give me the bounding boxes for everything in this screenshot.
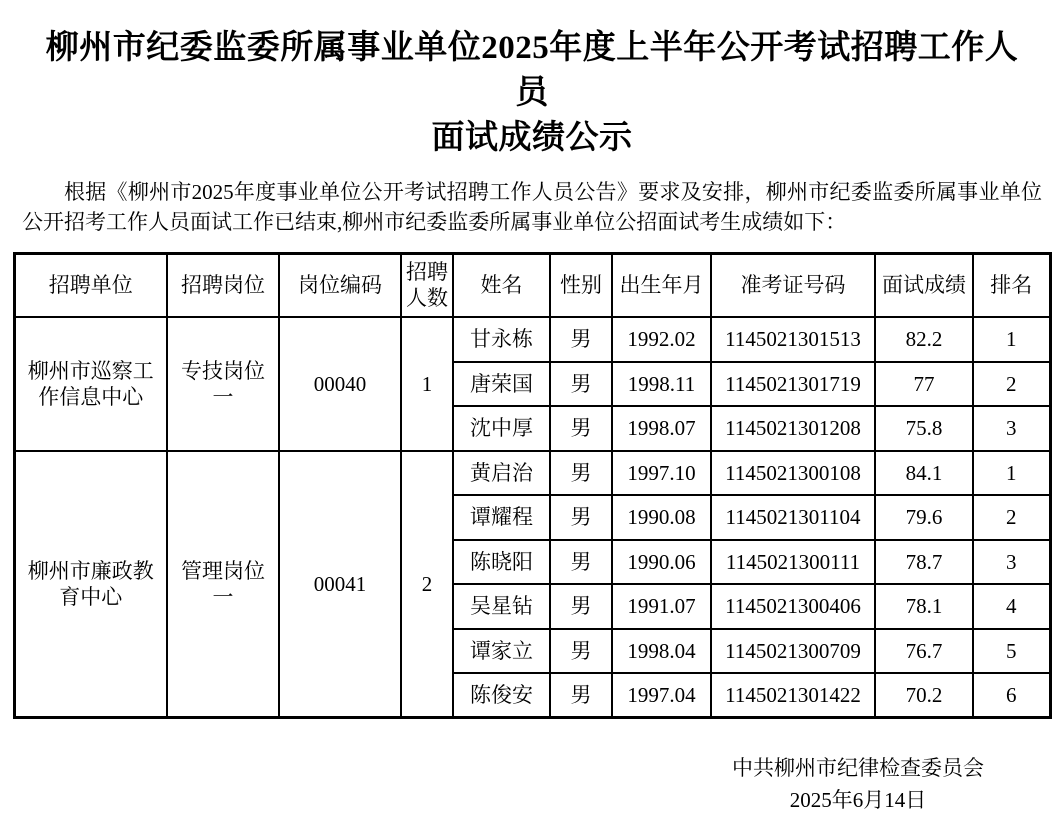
- cell-rank: 1: [973, 317, 1050, 362]
- cell-rank: 3: [973, 540, 1050, 585]
- cell-birth: 1991.07: [612, 584, 711, 629]
- cell-name: 谭耀程: [453, 495, 550, 540]
- cell-name: 沈中厚: [453, 406, 550, 451]
- cell-ticket: 1145021301208: [711, 406, 875, 451]
- cell-unit: 柳州市巡察工作信息中心: [14, 317, 167, 451]
- cell-unit: 柳州市廉政教育中心: [14, 451, 167, 718]
- cell-quota: 1: [401, 317, 453, 451]
- cell-name: 甘永栋: [453, 317, 550, 362]
- signature-date: 2025年6月14日: [732, 785, 984, 816]
- table-row: [14, 451, 1050, 496]
- cell-score: 78.1: [875, 584, 973, 629]
- cell-gender: 男: [550, 673, 612, 718]
- cell-score: 78.7: [875, 540, 973, 585]
- cell-birth: 1998.07: [612, 406, 711, 451]
- header-gender: 性别: [550, 253, 612, 317]
- cell-birth: 1990.08: [612, 495, 711, 540]
- header-score: 面试成绩: [875, 253, 973, 317]
- announcement-page: [0, 26, 1064, 787]
- cell-birth: 1997.04: [612, 673, 711, 718]
- intro-paragraph: 根据《柳州市2025年度事业单位公开考试招聘工作人员公告》要求及安排，柳州市纪委监委所属事业单位公开招考工作人员面试工作已结束,柳州市纪委监委所属事业单位公招面试考生成绩如下：: [22, 177, 1042, 238]
- page-title: [30, 26, 1034, 161]
- header-code: 岗位编码: [279, 253, 401, 317]
- cell-birth: 1997.10: [612, 451, 711, 496]
- cell-gender: 男: [550, 451, 612, 496]
- header-position: 招聘岗位: [167, 253, 279, 317]
- cell-gender: 男: [550, 362, 612, 407]
- cell-ticket: 1145021301719: [711, 362, 875, 407]
- signature-block: [732, 753, 984, 816]
- cell-score: 84.1: [875, 451, 973, 496]
- cell-rank: 2: [973, 362, 1050, 407]
- cell-score: 75.8: [875, 406, 973, 451]
- score-table: [13, 252, 1052, 720]
- cell-name: 吴星钻: [453, 584, 550, 629]
- cell-rank: 3: [973, 406, 1050, 451]
- cell-ticket: 1145021301104: [711, 495, 875, 540]
- page-title-line2: 面试成绩公示: [432, 120, 633, 156]
- cell-score: 76.7: [875, 629, 973, 674]
- cell-birth: 1998.04: [612, 629, 711, 674]
- cell-ticket: 1145021300111: [711, 540, 875, 585]
- cell-gender: 男: [550, 317, 612, 362]
- header-unit: 招聘单位: [14, 253, 167, 317]
- cell-name: 陈晓阳: [453, 540, 550, 585]
- header-birth: 出生年月: [612, 253, 711, 317]
- cell-ticket: 1145021301513: [711, 317, 875, 362]
- cell-code: 00040: [279, 317, 401, 451]
- signature-org: 中共柳州市纪律检查委员会: [732, 753, 984, 785]
- page-title-line1: 柳州市纪委监委所属事业单位2025年度上半年公开考试招聘工作人员: [46, 30, 1019, 111]
- cell-gender: 男: [550, 584, 612, 629]
- cell-score: 82.2: [875, 317, 973, 362]
- header-ticket: 准考证号码: [711, 253, 875, 317]
- cell-ticket: 1145021301422: [711, 673, 875, 718]
- cell-rank: 1: [973, 451, 1050, 496]
- cell-code: 00041: [279, 451, 401, 718]
- cell-ticket: 1145021300406: [711, 584, 875, 629]
- cell-birth: 1998.11: [612, 362, 711, 407]
- cell-score: 77: [875, 362, 973, 407]
- cell-gender: 男: [550, 540, 612, 585]
- cell-gender: 男: [550, 406, 612, 451]
- cell-name: 黄启治: [453, 451, 550, 496]
- cell-name: 陈俊安: [453, 673, 550, 718]
- cell-gender: 男: [550, 495, 612, 540]
- header-row: [14, 253, 1050, 317]
- cell-score: 70.2: [875, 673, 973, 718]
- cell-ticket: 1145021300709: [711, 629, 875, 674]
- cell-name: 谭家立: [453, 629, 550, 674]
- cell-rank: 4: [973, 584, 1050, 629]
- cell-score: 79.6: [875, 495, 973, 540]
- cell-birth: 1990.06: [612, 540, 711, 585]
- cell-gender: 男: [550, 629, 612, 674]
- cell-position: 管理岗位一: [167, 451, 279, 718]
- header-name: 姓名: [453, 253, 550, 317]
- cell-position: 专技岗位一: [167, 317, 279, 451]
- cell-quota: 2: [401, 451, 453, 718]
- cell-birth: 1992.02: [612, 317, 711, 362]
- cell-rank: 5: [973, 629, 1050, 674]
- header-quota: 招聘人数: [401, 253, 453, 317]
- header-rank: 排名: [973, 253, 1050, 317]
- cell-name: 唐荣国: [453, 362, 550, 407]
- cell-rank: 6: [973, 673, 1050, 718]
- cell-ticket: 1145021300108: [711, 451, 875, 496]
- table-row: [14, 317, 1050, 362]
- cell-rank: 2: [973, 495, 1050, 540]
